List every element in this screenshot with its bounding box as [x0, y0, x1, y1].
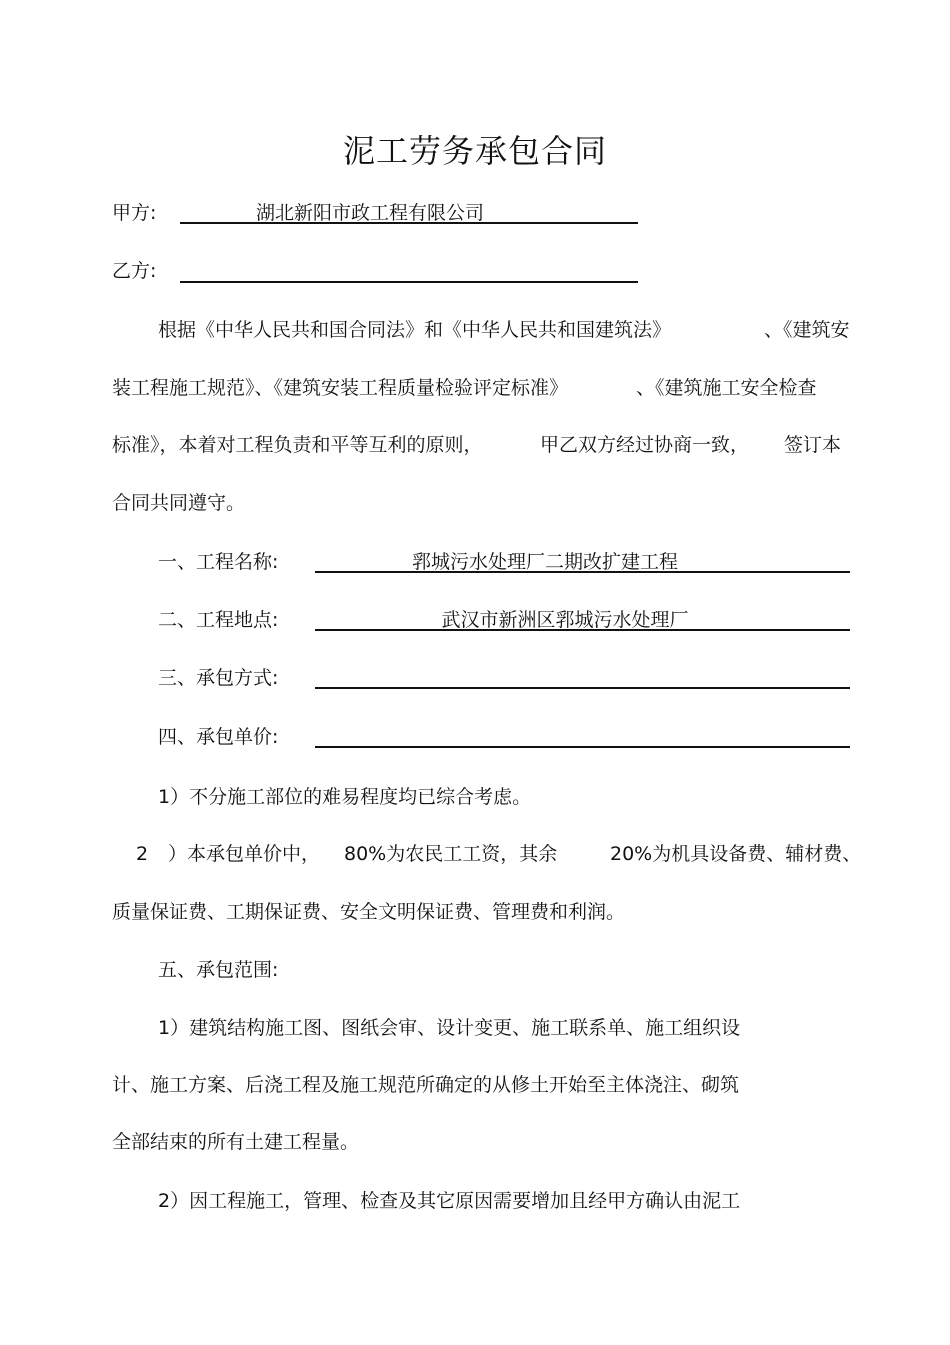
party-a-label: 甲方:: [112, 202, 157, 224]
price-item-2-part-c: 20%为机具设备费、辅材费、: [610, 843, 862, 865]
project-site-label: 二、工程地点:: [158, 609, 279, 631]
party-b-underline: [180, 281, 638, 283]
intro-line-2b: 、《建筑施工安全检查: [636, 377, 817, 399]
price-item-2-number: 2: [136, 843, 149, 865]
scope-item-1-line-3: 全部结束的所有土建工程量。: [112, 1131, 360, 1153]
price-item-1: 1）不分施工部位的难易程度均已综合考虑。: [158, 786, 532, 808]
page-title: 泥工劳务承包合同: [342, 132, 607, 170]
intro-line-1a: 根据《中华人民共和国合同法》和《中华人民共和国建筑法》: [158, 319, 672, 341]
intro-line-1b: 、《建筑安: [764, 319, 850, 341]
project-name-label: 一、工程名称:: [158, 551, 279, 573]
price-item-2-continued: 质量保证费、工期保证费、安全文明保证费、管理费和利润。: [112, 901, 626, 923]
scope-item-2-line-1: 2）因工程施工，管理、检查及其它原因需要增加且经甲方确认由泥工: [158, 1190, 741, 1212]
intro-line-3a: 标准》，本着对工程负责和平等互利的原则，: [112, 434, 483, 456]
party-a-value: 湖北新阳市政工程有限公司: [255, 202, 484, 224]
contract-mode-label: 三、承包方式:: [158, 667, 279, 689]
scope-heading: 五、承包范围:: [158, 959, 279, 981]
unit-price-label: 四、承包单价:: [158, 726, 279, 748]
intro-line-4: 合同共同遵守。: [112, 492, 246, 514]
project-name-value: 郛城污水处理厂二期改扩建工程: [411, 551, 678, 573]
party-b-label: 乙方:: [112, 260, 157, 282]
price-item-2-part-b: 80%为农民工工资，其余: [344, 843, 558, 865]
intro-line-2a: 装工程施工规范》、《建筑安装工程质量检验评定标准》: [112, 377, 569, 399]
project-site-value: 武汉市新洲区郛城污水处理厂: [441, 609, 689, 631]
contract-mode-underline: [315, 687, 850, 689]
intro-line-3c: 签订本: [784, 434, 842, 456]
unit-price-underline: [315, 746, 850, 748]
intro-line-3b: 甲乙双方经过协商一致，: [540, 434, 750, 456]
price-item-2-part-a: ）本承包单价中，: [168, 843, 321, 865]
scope-item-1-line-1: 1）建筑结构施工图、图纸会审、设计变更、施工联系单、施工组织设: [158, 1017, 741, 1039]
scope-item-1-line-2: 计、施工方案、后浇工程及施工规范所确定的从修土开始至主体浇注、砌筑: [112, 1074, 740, 1096]
